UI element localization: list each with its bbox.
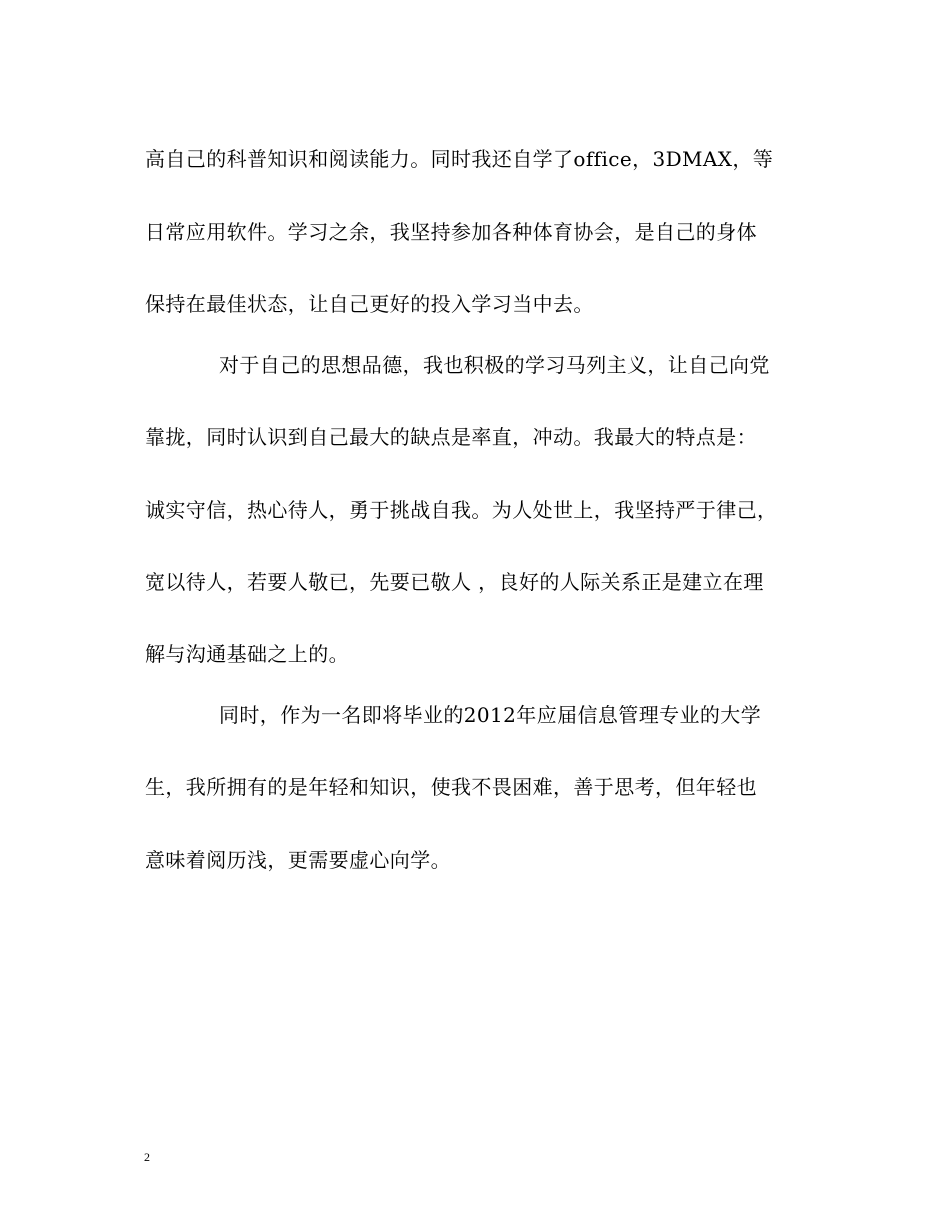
- text-line: 高自己的科普知识和阅读能力。同时我还自学了office，3DMAX，等: [145, 147, 774, 171]
- text-line: 诚实守信，热心待人，勇于挑战自我。为人处世上，我坚持严于律己，: [145, 498, 778, 522]
- text-line: 保持在最佳状态，让自己更好的投入学习当中去。: [145, 292, 594, 316]
- text-line: 同时，作为一名即将毕业的2012年应届信息管理专业的大学: [219, 703, 762, 727]
- text-line: 日常应用软件。学习之余，我坚持参加各种体育协会，是自己的身体: [145, 220, 757, 244]
- text-line: 靠拢，同时认识到自己最大的缺点是率直，冲动。我最大的特点是：: [145, 425, 757, 449]
- page-number: 2: [144, 1150, 150, 1164]
- text-line: 意味着阅历浅，更需要虚心向学。: [145, 848, 451, 872]
- text-line: 解与沟通基础之上的。: [145, 642, 349, 666]
- text-line: 对于自己的思想品德，我也积极的学习马列主义，让自己向党: [219, 353, 770, 377]
- text-line: 生，我所拥有的是年轻和知识，使我不畏困难，善于思考，但年轻也: [145, 775, 757, 799]
- text-line: 宽以待人，若要人敬已，先要已敬人 ，良好的人际关系正是建立在理: [145, 570, 764, 594]
